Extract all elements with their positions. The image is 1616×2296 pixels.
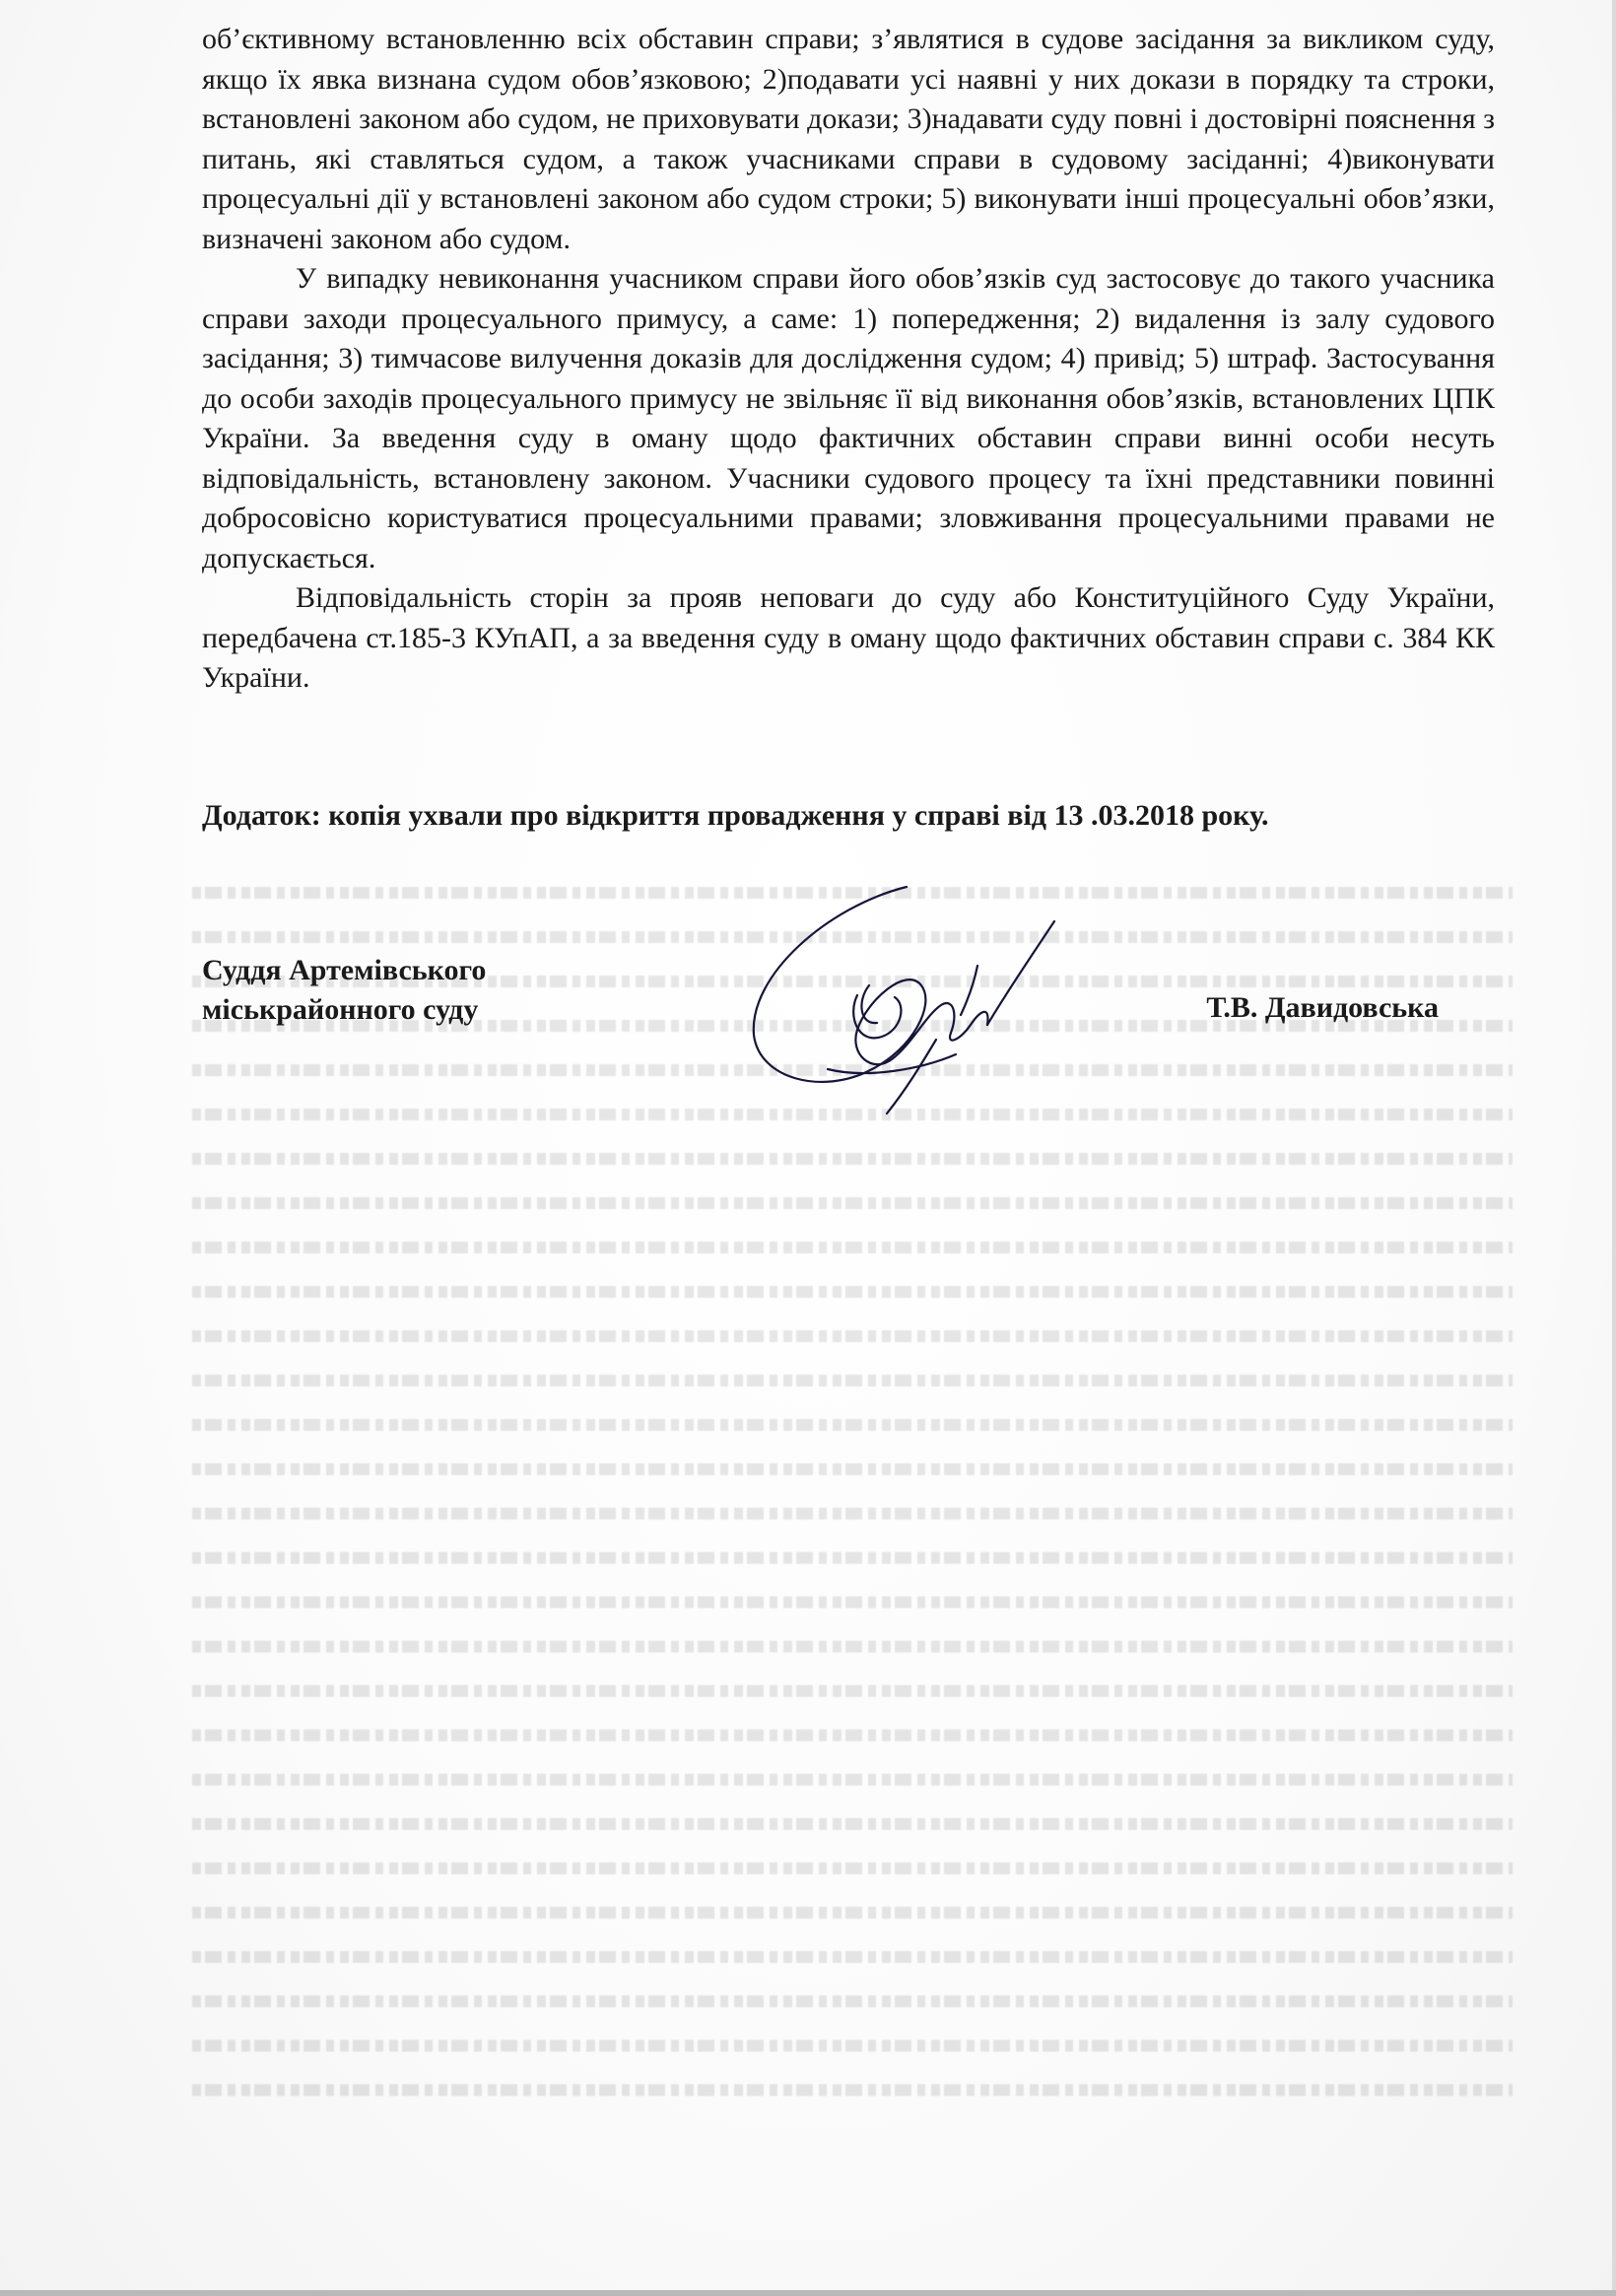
page-edge-bottom — [0, 2290, 1616, 2296]
paragraph-procedural-coercion: У випадку невиконання учасником справи його обов’язків суд застосовує до такого учасника справи заходи процесуального примусу, а саме: 1) попередження; 2) видалення із залу судового засідання; 3) тимчасове вилучення доказів для дослідження судом; 4) привід; 5) штраф. Застосування до особи заходів процесуального примусу не звільняє її від виконання обов’язків, встановлених ЦПК України. За введення суду в оману щодо фактичних обставин справи винні особи несуть відповідальність, встановлену законом. Учасники судового процесу та їхні представники повинні добросовісно користуватися процесуальними правами; зловживання процесуальними правами не допускається. — [202, 262, 1495, 574]
signatory-title-line-2: міськрайонного суду — [202, 993, 479, 1026]
handwritten-signature — [709, 867, 1084, 1123]
signatory-title-line-1: Суддя Артемівського — [202, 954, 487, 986]
paragraph-liability: Відповідальність сторін за прояв неповаги до суду або Конституційного Суду України, передбачена ст.185-3 КУпАП, а за введення суду в оману щодо фактичних обставин справи с. 384 КК України. — [202, 581, 1495, 694]
page-edge-right — [1612, 0, 1616, 2296]
annex-note: Додаток: копія ухвали про відкриття провадження у справі від 13 .03.2018 року. — [202, 799, 1269, 832]
signatory-name: Т.В. Давидовська — [1206, 991, 1439, 1024]
signatory-title — [202, 951, 486, 1030]
paragraph-obligations: об’єктивному встановленню всіх обставин справи; з’являтися в судове засідання за викликом суду, якщо їх явка визнана судом обов’язковою; 2)подавати усі наявні у них докази в порядку та строки, встановлені законом або судом, не приховувати докази; 3)надавати суду повні і достовірні пояснення з питань, які ставляться судом, а також учасниками справи в судовому засіданні; 4)виконувати процесуальні дії у встановлені законом або судом строки; 5) виконувати інші процесуальні обов’язки, визначені законом або судом. — [202, 23, 1495, 255]
document-body — [202, 20, 1495, 699]
